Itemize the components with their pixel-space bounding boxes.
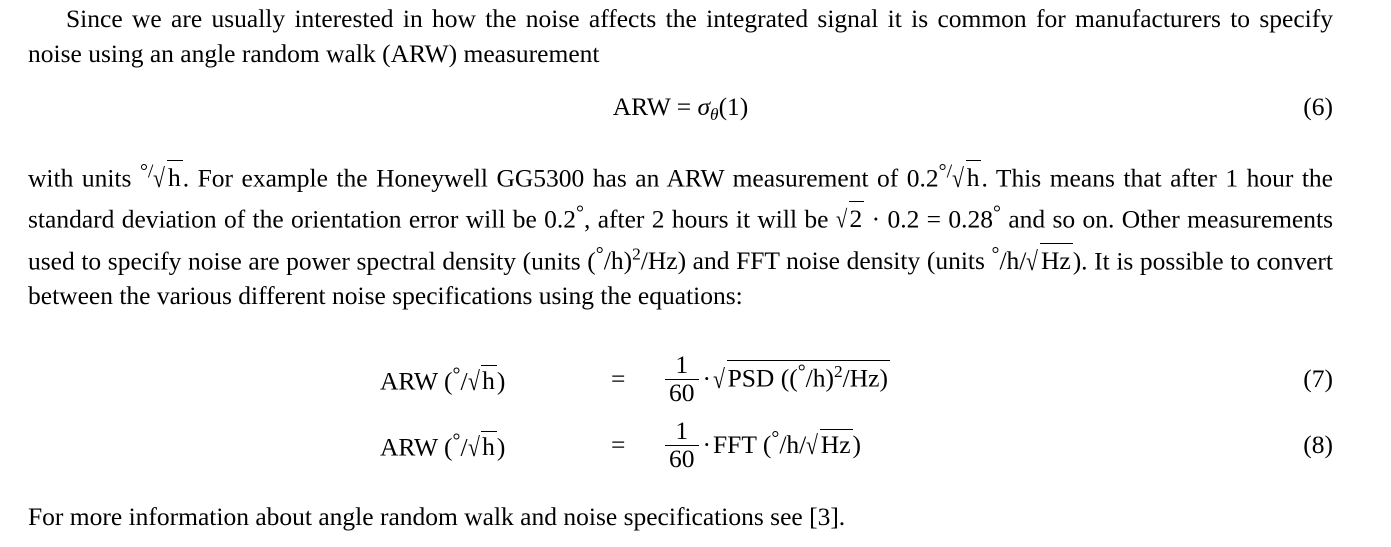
psd-exponent: 2 xyxy=(632,244,641,264)
equation-6-rhs xyxy=(697,92,749,124)
equation-7-eqsign: = xyxy=(611,364,626,393)
equation-6 xyxy=(28,92,1333,125)
equation-8-lhs xyxy=(380,430,580,462)
equation-6-body xyxy=(28,92,1333,125)
unit-deg-per-sqrt-h-2 xyxy=(939,163,982,192)
paragraph-noise-intro xyxy=(28,2,1333,71)
text-seg-1: with units xyxy=(28,163,140,193)
text-seg-6: and so on. Other measurements used to specify noise are power spectral density (units ( xyxy=(28,204,1333,276)
paren-close: ) xyxy=(496,366,506,396)
sqrt-h-2: √ h xyxy=(952,160,981,196)
radical-icon: √ xyxy=(467,366,480,397)
fraction-numerator: 1 xyxy=(675,350,689,379)
equation-7-lhs xyxy=(380,364,580,396)
psd-per-hz: /Hz) and FFT noise density (units xyxy=(640,246,992,276)
degree-sign: ° xyxy=(991,243,1000,266)
equation-6-lhs: ARW xyxy=(612,92,671,121)
paragraph-text: For more information about angle random walk and noise specifications see [3]. xyxy=(28,502,846,531)
sqrt-h: √ h xyxy=(467,366,495,397)
unit-psd xyxy=(595,243,992,276)
degree-sign: ° xyxy=(771,427,780,450)
fraction-denominator: 60 xyxy=(665,445,699,473)
psd-per-hour: /h) xyxy=(603,246,633,276)
radical-icon: √ xyxy=(1026,245,1039,276)
unit-fft xyxy=(991,243,1073,276)
radical-icon: √ xyxy=(806,429,819,460)
equation-7 xyxy=(28,350,1333,416)
degree-sign-inline-1: ° xyxy=(576,201,584,224)
equation-7-rhs xyxy=(663,352,890,407)
fraction-numerator: 1 xyxy=(675,416,689,445)
psd-per-hz: /Hz) xyxy=(842,363,888,393)
radical-icon: √ xyxy=(467,432,480,463)
degree-sign: ° xyxy=(797,361,806,384)
radical-icon: √ xyxy=(153,163,166,194)
paragraph-units-explanation xyxy=(28,155,1333,313)
equation-6-number: (6) xyxy=(1303,92,1333,121)
paragraph-text: Since we are usually interested in how the noise affects the integrated signal it is common for manufacturers to specify noise using an angle random walk (ARW) measurement xyxy=(28,4,1333,68)
theta-subscript: θ xyxy=(710,104,719,124)
degree-sign: °/ xyxy=(139,161,154,183)
psd-exponent: 2 xyxy=(833,362,843,382)
paren-close: ) xyxy=(852,429,862,459)
sqrt-psd-body xyxy=(727,360,890,393)
equation-7-lhs-label: ARW ( xyxy=(380,366,453,396)
fft-term xyxy=(713,427,862,460)
equation-6-argument: (1) xyxy=(718,92,749,121)
sigma-symbol: σ xyxy=(697,92,711,121)
degree-sign-inline-2: ° xyxy=(993,201,1001,224)
equation-7-number: (7) xyxy=(1303,364,1333,393)
psd-per-hour: /h) xyxy=(805,363,834,393)
radical-icon: √ xyxy=(835,206,848,234)
fft-label: FFT ( xyxy=(713,429,772,459)
sqrt-h-1: √ h xyxy=(153,160,182,196)
fraction-one-over-sixty xyxy=(665,418,699,473)
degree-sign: ° xyxy=(595,243,604,266)
slash: / xyxy=(460,366,468,396)
unit-deg-per-sqrt-h-1 xyxy=(140,163,183,192)
equation-8-number: (8) xyxy=(1303,430,1333,459)
fraction-one-over-sixty xyxy=(665,352,699,407)
psd-label: PSD (( xyxy=(727,363,798,393)
fraction-denominator: 60 xyxy=(665,379,699,407)
paren-close: ) xyxy=(496,432,506,462)
sqrt-hz: √ Hz xyxy=(806,429,851,460)
text-seg-3: . This means that after 1 hour the standard deviation of the orientation error will be 0.2 xyxy=(28,163,1333,234)
equation-8-lhs-label: ARW ( xyxy=(380,432,453,462)
text-seg-7: ). It is possible to convert between the various different noise specifications using the equations: xyxy=(28,246,1334,310)
text-seg-2: . For example the Honeywell GG5300 has an ARW measurement of 0.2 xyxy=(182,163,939,193)
radical-icon: √ xyxy=(952,163,965,194)
degree-sign: °/ xyxy=(938,161,953,183)
multiplication-dot: · xyxy=(702,429,711,459)
text-seg-5: · 0.2 = 0.28 xyxy=(864,204,994,234)
slash: / xyxy=(460,432,468,462)
degree-sign: ° xyxy=(452,430,461,452)
radical-icon: √ xyxy=(713,363,725,394)
fft-per-hour: /h/ xyxy=(999,246,1027,276)
sqrt-hz: √ Hz xyxy=(1026,243,1072,279)
fft-per-hour: /h/ xyxy=(779,429,807,459)
paragraph-reference-note xyxy=(28,500,1333,535)
sqrt-2: √2 xyxy=(836,201,864,238)
degree-sign: ° xyxy=(452,364,461,386)
equation-8-rhs xyxy=(663,418,861,473)
text-seg-4: , after 2 hours it will be xyxy=(584,204,836,234)
equation-group-conversions xyxy=(28,350,1333,482)
sqrt-psd xyxy=(713,360,890,393)
equation-8 xyxy=(28,416,1333,482)
multiplication-dot: · xyxy=(702,363,711,393)
equation-8-eqsign: = xyxy=(611,430,626,459)
sqrt-h: √ h xyxy=(467,432,495,463)
equation-6-eqsign: = xyxy=(676,92,692,121)
